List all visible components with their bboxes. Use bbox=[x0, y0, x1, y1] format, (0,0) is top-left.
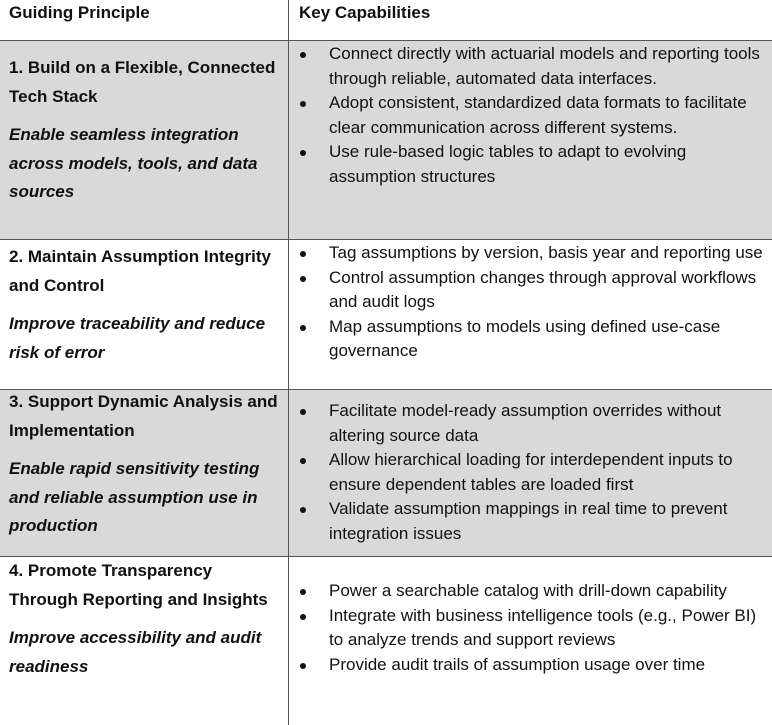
principle-title: 2. Maintain Assumption Integrity and Control bbox=[9, 247, 271, 295]
capability-item bbox=[296, 266, 766, 315]
bullet-icon bbox=[300, 325, 306, 331]
principle-cell-3 bbox=[9, 388, 281, 541]
capability-item bbox=[296, 579, 766, 604]
capability-text: Facilitate model-ready assumption overrides without altering source data bbox=[329, 401, 722, 445]
bullet-icon bbox=[300, 589, 306, 595]
bullet-icon bbox=[300, 52, 306, 58]
table-row-3 bbox=[0, 390, 772, 557]
capability-text: Adopt consistent, standardized data formats to facilitate clear communication across different systems. bbox=[329, 93, 747, 137]
bullet-icon bbox=[300, 663, 306, 669]
capability-text: Validate assumption mappings in real time to prevent integration issues bbox=[329, 499, 728, 543]
bullet-icon bbox=[300, 276, 306, 282]
bullet-icon bbox=[300, 101, 306, 107]
principle-cell-4 bbox=[9, 557, 281, 681]
bullet-icon bbox=[300, 614, 306, 620]
header-key-capabilities: Key Capabilities bbox=[299, 3, 431, 22]
capability-item bbox=[296, 448, 766, 497]
bullet-icon bbox=[300, 458, 306, 464]
principle-title: 1. Build on a Flexible, Connected Tech Stack bbox=[9, 58, 276, 106]
principle-title: 4. Promote Transparency Through Reporting and Insights bbox=[9, 561, 268, 609]
capability-text: Power a searchable catalog with drill-down capability bbox=[329, 581, 727, 600]
principle-subtitle: Improve accessibility and audit readiness bbox=[9, 628, 262, 676]
principle-cell-1 bbox=[9, 54, 281, 207]
capability-item bbox=[296, 42, 766, 91]
capability-text: Map assumptions to models using defined use-case governance bbox=[329, 316, 721, 360]
principle-subtitle: Improve traceability and reduce risk of error bbox=[9, 314, 266, 362]
capability-item bbox=[296, 91, 766, 140]
capability-item bbox=[296, 140, 766, 189]
column-divider bbox=[288, 0, 289, 725]
capabilities-list-4 bbox=[296, 579, 766, 677]
capabilities-list-1 bbox=[296, 42, 766, 189]
bullet-icon bbox=[300, 409, 306, 415]
bullet-icon bbox=[300, 251, 306, 257]
principle-subtitle: Enable rapid sensitivity testing and reliable assumption use in production bbox=[9, 459, 260, 535]
table-row-4 bbox=[0, 557, 772, 725]
principle-cell-2 bbox=[9, 243, 281, 367]
capability-item bbox=[296, 653, 766, 678]
table-header-row bbox=[0, 0, 772, 41]
capability-text: Tag assumptions by version, basis year and reporting use bbox=[329, 243, 763, 262]
capability-text: Connect directly with actuarial models and reporting tools through reliable, automated data interfaces. bbox=[329, 44, 760, 88]
capability-item bbox=[296, 315, 766, 364]
capability-item bbox=[296, 399, 766, 448]
principle-title: 3. Support Dynamic Analysis and Implementation bbox=[9, 392, 278, 440]
header-guiding-principle: Guiding Principle bbox=[9, 3, 150, 22]
capability-text: Provide audit trails of assumption usage over time bbox=[329, 654, 706, 674]
table-row-2 bbox=[0, 240, 772, 390]
capability-text: Allow hierarchical loading for interdependent inputs to ensure dependent tables are loaded first bbox=[329, 450, 733, 494]
table-row-1 bbox=[0, 41, 772, 240]
capability-item bbox=[296, 241, 766, 266]
capabilities-list-2 bbox=[296, 241, 766, 364]
capability-item bbox=[296, 497, 766, 546]
capability-item bbox=[296, 604, 766, 653]
capabilities-list-3 bbox=[296, 399, 766, 546]
principle-subtitle: Enable seamless integration across models, tools, and data sources bbox=[9, 125, 258, 201]
capability-text: Use rule-based logic tables to adapt to evolving assumption structures bbox=[329, 142, 687, 186]
capability-text: Integrate with business intelligence tools (e.g., Power BI) to analyze trends and support reviews bbox=[329, 605, 757, 649]
capability-text: Control assumption changes through approval workflows and audit logs bbox=[329, 267, 757, 311]
bullet-icon bbox=[300, 150, 306, 156]
bullet-icon bbox=[300, 507, 306, 513]
